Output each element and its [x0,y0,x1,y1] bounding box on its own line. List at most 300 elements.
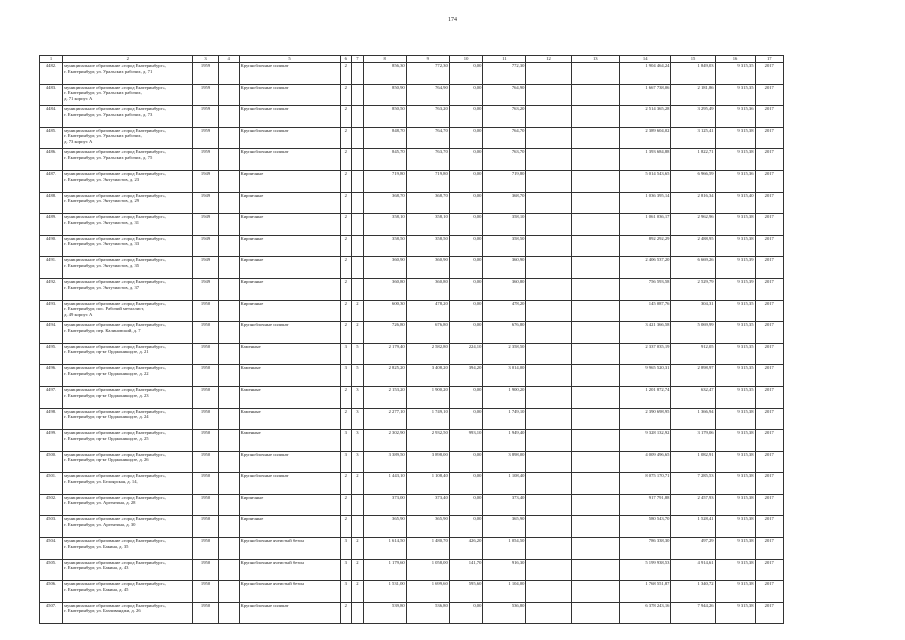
plan-year-cell: 2017 [755,84,784,106]
empty-cell [218,235,239,257]
total-area-cell: 719,80 [363,170,406,192]
year-cell: 1949 [193,278,218,300]
max-cost-cell: 9 315,36 [715,170,755,192]
area-cell: 764,90 [483,84,526,106]
cost-cell: 5 014 543,65 [619,170,670,192]
empty-cell [571,494,619,516]
empty-cell [218,84,239,106]
cost-cell: 1 061 036,17 [619,214,670,236]
year-cell: 1959 [193,149,218,171]
column-header: 6 [340,56,352,63]
unit-cost-cell: 2 488,95 [671,235,715,257]
table-row [40,473,784,495]
column-header: 13 [571,56,619,63]
plan-year-cell: 2017 [755,149,784,171]
max-cost-cell: 9 315,40 [715,192,755,214]
floors-cell: 3 [340,538,352,560]
entrances-cell [352,494,364,516]
wall-material-cell: Крупноблочные силикат [239,451,340,473]
total-area-cell: 358,50 [363,235,406,257]
cost-cell: 1 036 395,14 [619,192,670,214]
plan-year-cell: 2017 [755,516,784,538]
empty-cell [526,581,571,603]
address-cell [63,473,193,495]
empty-cell [218,127,239,149]
column-header: 2 [63,56,193,63]
total-area-cell: 1 531,00 [363,581,406,603]
row-number-cell: 4496. [40,365,63,387]
area-cell: 0,00 [449,127,483,149]
area-cell: 373,40 [483,494,526,516]
total-area-cell: 2 179,40 [363,343,406,365]
unit-cost-cell: 1 528,41 [671,516,715,538]
address-cell [63,192,193,214]
table-row [40,84,784,106]
total-area-cell: 845,70 [363,149,406,171]
empty-cell [218,516,239,538]
empty-cell [571,127,619,149]
empty-cell [526,127,571,149]
empty-cell [526,343,571,365]
cost-cell: 892 292,29 [619,235,670,257]
entrances-cell: 3 [352,430,364,452]
floors-cell: 2 [340,84,352,106]
floors-cell: 3 [340,365,352,387]
empty-cell [571,214,619,236]
address-cell [63,278,193,300]
area-cell: 763,70 [406,149,449,171]
area-cell: 536,80 [406,602,449,624]
area-cell: 536,80 [483,602,526,624]
empty-cell [526,192,571,214]
floors-cell: 2 [340,408,352,430]
wall-material-cell: Крупноблочные силикат [239,473,340,495]
area-cell: 365,90 [483,516,526,538]
entrances-cell: 2 [352,300,364,322]
empty-cell [571,192,619,214]
area-cell: 1 900,20 [406,386,449,408]
address-line: г. Екатеринбург, ул. Бакина, д. 45 [64,586,129,592]
year-cell: 1950 [193,386,218,408]
floors-cell: 2 [340,494,352,516]
empty-cell [571,84,619,106]
column-header: 15 [671,56,715,63]
plan-year-cell: 2017 [755,386,784,408]
empty-cell [571,278,619,300]
address-cell [63,538,193,560]
address-cell [63,386,193,408]
plan-year-cell: 2017 [755,602,784,624]
year-cell: 1950 [193,408,218,430]
address-line: г. Екатеринбург, ул. Энтузиастов, д. 35 [64,262,140,268]
plan-year-cell: 2017 [755,559,784,581]
total-area-cell: 1 179,60 [363,559,406,581]
max-cost-cell: 9 315,35 [715,300,755,322]
total-area-cell: 1 443,10 [363,473,406,495]
total-area-cell: 1 614,50 [363,538,406,560]
area-cell: 1 949,40 [483,430,526,452]
table-row [40,386,784,408]
row-number-cell: 4487. [40,170,63,192]
entrances-cell [352,84,364,106]
cost-cell: 5 199 938,53 [619,559,670,581]
wall-material-cell: Кирпичные [239,214,340,236]
address-line: муниципальное образование «город Екатеринбург», [64,84,166,90]
empty-cell [218,278,239,300]
address-cell [63,494,193,516]
address-line: г. Екатеринбург, пр-кт Орджоникидзе, д. 24 [64,414,149,420]
area-cell: 0,00 [449,257,483,279]
entrances-cell: 3 [352,408,364,430]
unit-cost-cell: 2 181,86 [671,84,715,106]
address-cell [63,343,193,365]
unit-cost-cell: 7 944,26 [671,602,715,624]
row-number-cell: 4492. [40,278,63,300]
empty-cell [218,473,239,495]
address-line: г. Екатеринбург, ул. Бакина, д. 43 [64,565,129,571]
address-cell [63,235,193,257]
address-line: г. Екатеринбург, ул. Энтузиастов, д. 31 [64,219,140,225]
entrances-cell: 2 [352,473,364,495]
unit-cost-cell: 6 669,26 [671,257,715,279]
row-number-cell: 4500. [40,451,63,473]
table-row [40,257,784,279]
plan-year-cell: 2017 [755,278,784,300]
empty-cell [218,192,239,214]
area-cell: 394,20 [449,365,483,387]
total-area-cell: 850,50 [363,106,406,128]
floors-cell: 2 [340,149,352,171]
empty-cell [218,63,239,85]
plan-year-cell: 2017 [755,451,784,473]
floors-cell: 2 [340,214,352,236]
total-area-cell: 856,30 [363,63,406,85]
address-cell [63,106,193,128]
wall-material-cell: Каменные [239,343,340,365]
empty-cell [526,602,571,624]
area-cell: 772,30 [483,63,526,85]
address-line: муниципальное образование «город Екатеринбург», [64,516,166,522]
empty-cell [571,386,619,408]
wall-material-cell: Крупноблочные ячеистый бетон [239,559,340,581]
wall-material-cell: Каменные [239,365,340,387]
empty-cell [571,170,619,192]
address-line: муниципальное образование «город Екатеринбург», [64,257,166,263]
area-cell: 358,10 [406,214,449,236]
year-cell: 1950 [193,430,218,452]
empty-cell [571,106,619,128]
table-row [40,516,784,538]
area-cell: 764,70 [483,127,526,149]
area-cell: 0,00 [449,106,483,128]
cost-cell: 9 965 520,31 [619,365,670,387]
floors-cell: 2 [340,278,352,300]
entrances-cell [352,516,364,538]
address-line: д. 49 корпус А [64,311,93,317]
address-line: г. Екатеринбург, ул. Энтузиастов, д. 37 [64,284,140,290]
wall-material-cell: Кирпичные [239,278,340,300]
address-line: муниципальное образование «город Екатеринбург», [64,192,166,198]
address-cell [63,365,193,387]
area-cell: 1 054,50 [483,538,526,560]
column-header: 17 [755,56,784,63]
table-row [40,430,784,452]
year-cell: 1950 [193,494,218,516]
empty-cell [571,559,619,581]
area-cell: 368,70 [483,192,526,214]
area-cell: 3 014,00 [483,365,526,387]
wall-material-cell: Каменные [239,430,340,452]
max-cost-cell: 9 315,35 [715,84,755,106]
wall-material-cell: Крупноблочные силикат [239,63,340,85]
address-line: д. 71 корпус А [64,95,93,101]
column-header: 14 [619,56,670,63]
year-cell: 1949 [193,235,218,257]
total-area-cell: 726,80 [363,322,406,344]
entrances-cell: 3 [352,451,364,473]
address-cell [63,602,193,624]
year-cell: 1949 [193,170,218,192]
table-row [40,602,784,624]
unit-cost-cell: 632,47 [671,386,715,408]
address-line: муниципальное образование «город Екатеринбург», [64,63,166,68]
floors-cell: 2 [340,235,352,257]
area-cell: 764,70 [406,127,449,149]
area-cell: 1 058,00 [406,559,449,581]
wall-material-cell: Крупноблочные силикат [239,322,340,344]
max-cost-cell: 9 315,38 [715,430,755,452]
area-cell: 0,00 [449,516,483,538]
table-row [40,149,784,171]
plan-year-cell: 2017 [755,538,784,560]
year-cell: 1950 [193,300,218,322]
empty-cell [218,322,239,344]
address-line: г. Екатеринбург, ул. Уральских рабочих, д. 73 [64,111,153,117]
floors-cell: 3 [340,343,352,365]
total-area-cell: 2 302,90 [363,430,406,452]
address-cell [63,257,193,279]
empty-cell [571,581,619,603]
unit-cost-cell: 3 295,49 [671,106,715,128]
table-row [40,343,784,365]
address-cell [63,84,193,106]
unit-cost-cell: 912,05 [671,343,715,365]
floors-cell: 2 [340,106,352,128]
entrances-cell [352,63,364,85]
total-area-cell: 365,90 [363,516,406,538]
table-row [40,538,784,560]
area-cell: 360,90 [406,257,449,279]
address-cell [63,300,193,322]
table-row [40,300,784,322]
empty-cell [218,430,239,452]
empty-cell [571,322,619,344]
total-area-cell: 2 153,20 [363,386,406,408]
table-row [40,581,784,603]
wall-material-cell: Кирпичные [239,494,340,516]
entrances-cell: 2 [352,581,364,603]
address-cell [63,430,193,452]
address-cell [63,63,193,85]
column-header: 11 [483,56,526,63]
area-cell: 3 898,00 [406,451,449,473]
empty-cell [218,106,239,128]
floors-cell: 2 [340,300,352,322]
floors-cell: 2 [340,192,352,214]
address-line: муниципальное образование «город Екатеринбург», [64,365,166,371]
area-cell: 719,80 [483,170,526,192]
total-area-cell: 360,80 [363,278,406,300]
area-cell: 0,00 [449,170,483,192]
area-cell: 676,80 [483,322,526,344]
year-cell: 1949 [193,192,218,214]
year-cell: 1950 [193,538,218,560]
empty-cell [218,257,239,279]
row-number-cell: 4503. [40,516,63,538]
total-area-cell: 368,70 [363,192,406,214]
area-cell: 358,50 [483,235,526,257]
address-line: муниципальное образование «город Екатеринбург», [64,430,166,436]
floors-cell: 3 [340,451,352,473]
empty-cell [526,278,571,300]
area-cell: 1 108,40 [483,473,526,495]
empty-cell [218,365,239,387]
year-cell: 1950 [193,451,218,473]
area-cell: 368,70 [406,192,449,214]
area-cell: 3 898,00 [483,451,526,473]
max-cost-cell: 9 315,35 [715,365,755,387]
empty-cell [218,386,239,408]
wall-material-cell: Кирпичные [239,300,340,322]
area-cell: 0,00 [449,602,483,624]
address-line: муниципальное образование «город Екатеринбург», [64,451,166,457]
max-cost-cell: 9 315,38 [715,149,755,171]
address-line: г. Екатеринбург, ул. Энтузиастов, д. 23 [64,176,140,182]
table-row [40,408,784,430]
area-cell: 2 358,50 [483,343,526,365]
area-cell: 0,00 [449,322,483,344]
unit-cost-cell: 304,31 [671,300,715,322]
row-number-cell: 4485. [40,127,63,149]
entrances-cell: 2 [352,559,364,581]
address-cell [63,581,193,603]
address-cell [63,322,193,344]
row-number-cell: 4490. [40,235,63,257]
wall-material-cell: Кирпичные [239,170,340,192]
area-cell: 1 900,20 [483,386,526,408]
plan-year-cell: 2017 [755,343,784,365]
row-number-cell: 4493. [40,300,63,322]
area-cell: 0,00 [449,63,483,85]
address-line: муниципальное образование «город Екатеринбург», [64,408,166,414]
floors-cell: 3 [340,430,352,452]
empty-cell [526,322,571,344]
address-line: муниципальное образование «город Екатеринбург», [64,494,166,500]
area-cell: 993,10 [449,430,483,452]
address-line: муниципальное образование «город Екатеринбург», [64,559,166,565]
table-row [40,127,784,149]
unit-cost-cell: 7 285,53 [671,473,715,495]
area-cell: 0,00 [449,408,483,430]
floors-cell: 3 [340,581,352,603]
entrances-cell [352,235,364,257]
entrances-cell [352,170,364,192]
area-cell: 2 932,50 [406,430,449,452]
max-cost-cell: 9 315,38 [715,235,755,257]
cost-cell: 1 393 684,88 [619,149,670,171]
total-area-cell: 2 825,20 [363,365,406,387]
max-cost-cell: 9 315,38 [715,516,755,538]
plan-year-cell: 2017 [755,214,784,236]
column-header: 10 [449,56,483,63]
empty-cell [526,365,571,387]
area-cell: 0,00 [449,192,483,214]
empty-cell [571,257,619,279]
empty-cell [218,602,239,624]
area-cell: 0,00 [449,278,483,300]
address-line: муниципальное образование «город Екатеринбург», [64,235,166,241]
max-cost-cell: 9 315,38 [715,214,755,236]
table-row [40,494,784,516]
area-cell: 1 749,10 [406,408,449,430]
address-line: г. Екатеринбург, пос. Рабочий металлист, [64,306,145,312]
plan-year-cell: 2017 [755,430,784,452]
empty-cell [526,494,571,516]
area-cell: 358,50 [406,235,449,257]
address-cell [63,149,193,171]
floors-cell: 2 [340,170,352,192]
plan-year-cell: 2017 [755,581,784,603]
year-cell: 1959 [193,84,218,106]
column-number-row [40,56,784,63]
address-line: г. Екатеринбург, ул. Бакина, д. 35 [64,543,129,549]
cost-cell: 580 543,70 [619,516,670,538]
floors-cell: 2 [340,322,352,344]
empty-cell [571,451,619,473]
address-line: г. Екатеринбург, ул. Уральских рабочих, д. 71 [64,68,153,74]
empty-cell [571,235,619,257]
address-line: г. Екатеринбург, ул. Уральских рабочих, д. 75 [64,154,153,160]
total-area-cell: 848,70 [363,127,406,149]
row-number-cell: 4498. [40,408,63,430]
empty-cell [218,149,239,171]
row-number-cell: 4484. [40,106,63,128]
unit-cost-cell: 1 849,03 [671,63,715,85]
unit-cost-cell: 1 822,71 [671,149,715,171]
row-number-cell: 4506. [40,581,63,603]
max-cost-cell: 9 315,38 [715,581,755,603]
area-cell: 763,20 [483,106,526,128]
plan-year-cell: 2017 [755,473,784,495]
max-cost-cell: 9 315,39 [715,257,755,279]
row-number-cell: 4501. [40,473,63,495]
area-cell: 0,00 [449,149,483,171]
entrances-cell [352,149,364,171]
empty-cell [526,538,571,560]
row-number-cell: 4502. [40,494,63,516]
row-number-cell: 4497. [40,386,63,408]
unit-cost-cell: 1 340,72 [671,581,715,603]
address-line: г. Екатеринбург, пр-кт Орджоникидзе, д. 26 [64,457,149,463]
entrances-cell: 2 [352,538,364,560]
plan-year-cell: 2017 [755,408,784,430]
max-cost-cell: 9 315,39 [715,278,755,300]
column-header: 4 [218,56,239,63]
area-cell: 478,20 [406,300,449,322]
entrances-cell: 5 [352,365,364,387]
cost-cell: 786 338,30 [619,538,670,560]
total-area-cell: 3 389,50 [363,451,406,473]
